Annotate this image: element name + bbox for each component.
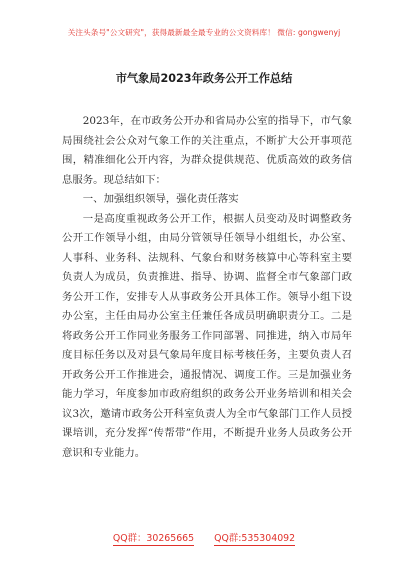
document-title: 市气象局2023年政务公开工作总结 <box>115 72 293 85</box>
qq-group-1: QQ群：30265665 <box>113 530 194 546</box>
header-promo-note: 关注头条号"公文研究"，获得最新最全最专业的公文资料库！ 微信: gongwenyj <box>67 28 341 37</box>
body-paragraph: 一是高度重视政务公开工作，根据人员变动及时调整政务公开工作领导小组，由局分管领导任领导小组组长，办公室、人事科、业务科、法规科、气象台和财务核算中心等科室主要负责人为成员，负责推进、指导、协调、监督全市气象部门政务公开工作，安排专人从事政务公开具体工作。领导小组下设办公室，主任由局办公室主任兼任各成员明确职责分工。二是将政务公开工作同业务服务工作同部署、同推进，纳入市局年度目标任务以及对县气象局年度目标考核任务，主要负责人召开政务公开工作推进会，通报情况、调度工作。三是加强业务能力学习，年度参加市政府组织的政务公开业务培训和相关会议3次，邀请市政务公开科室负责人为全市气象部门工作人员授课培训，充分发挥“传帮带”作用，不断提升业务人员政务公开意识和专业能力。 <box>62 212 352 459</box>
document-body <box>62 112 352 463</box>
footer-contact <box>0 530 408 546</box>
qq-group-2: QQ群:535304092 <box>214 530 295 546</box>
section-heading: 一、加强组织领导，强化责任落实 <box>82 193 239 205</box>
intro-paragraph: 2023年，在市政务公开办和省局办公室的指导下，市气象局围绕社会公众对气象工作的关注重点，不断扩大公开事项范围，精准细化公开内容，为群众提供规范、优质高效的政务信息服务。现总结如下： <box>62 115 352 186</box>
